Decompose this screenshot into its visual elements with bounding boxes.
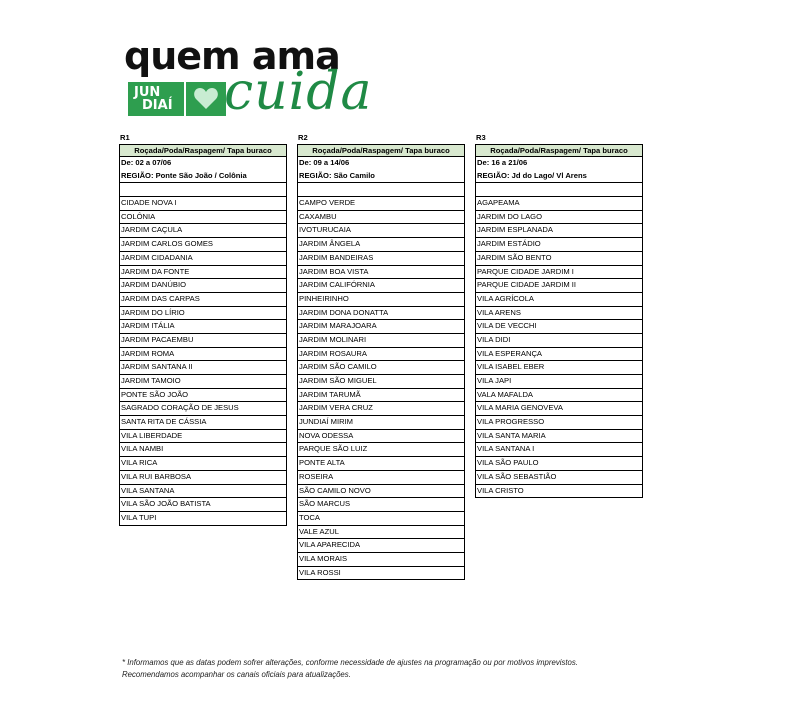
neighborhood-item: VALE AZUL [298,526,464,540]
neighborhood-item: SÃO MARCUS [298,498,464,512]
neighborhood-item: JARDIM MOLINARI [298,334,464,348]
neighborhood-item: COLÔNIA [120,211,286,225]
logo-line1: quem ama [124,34,340,78]
dates-row: De: 16 a 21/06 [477,158,528,167]
region-row: REGIÃO: São Camilo [298,170,464,184]
neighborhood-item: VILA DIDI [476,334,642,348]
schedule-table [119,144,287,526]
neighborhood-item: VILA JAPI [476,375,642,389]
neighborhood-item: JARDIM DONA DONATTA [298,307,464,321]
heart-icon [186,82,226,116]
neighborhood-item: AGAPEAMA [476,197,642,211]
badge-bottom: DIAÍ [142,98,173,113]
neighborhood-item: VILA TUPI [121,512,157,522]
neighborhood-item: SAGRADO CORAÇÃO DE JESUS [120,402,286,416]
neighborhood-item: JARDIM TARUMÃ [298,389,464,403]
logo [124,34,424,132]
neighborhood-item: VILA RICA [120,457,286,471]
neighborhood-item: JARDIM CIDADANIA [120,252,286,266]
schedule-table [297,144,465,580]
neighborhood-item: VILA SANTA MARIA [476,430,642,444]
neighborhood-item: JARDIM DAS CARPAS [120,293,286,307]
neighborhood-item: VILA APARECIDA [298,539,464,553]
blank-row [120,183,286,197]
neighborhood-item: JARDIM ITÁLIA [120,320,286,334]
service-header: Roçada/Poda/Raspagem/ Tapa buraco [476,144,642,157]
neighborhood-item: CAXAMBU [298,211,464,225]
neighborhood-item: VILA ROSSI [299,567,341,577]
neighborhood-item: CIDADE NOVA I [120,197,286,211]
neighborhood-item: VILA SANTANA [120,485,286,499]
region-r3 [475,132,643,498]
neighborhood-item: TOCA [298,512,464,526]
jundiai-badge [128,82,184,116]
neighborhood-item: VILA RUI BARBOSA [120,471,286,485]
neighborhood-item: JARDIM ÂNGELA [298,238,464,252]
region-row: REGIÃO: Jd do Lago/ Vl Arens [476,170,642,184]
neighborhood-item: JARDIM DO LAGO [476,211,642,225]
neighborhood-item: JARDIM TAMOIO [120,375,286,389]
region-row: REGIÃO: Ponte São João / Colônia [120,170,286,184]
neighborhood-item: VILA MARIA GENOVEVA [476,402,642,416]
neighborhood-item: PONTE ALTA [298,457,464,471]
neighborhood-item: VILA CRISTO [477,485,524,495]
neighborhood-item: VILA AGRÍCOLA [476,293,642,307]
neighborhood-item: NOVA ODESSA [298,430,464,444]
neighborhood-item: VILA MORAIS [298,553,464,567]
dates-row: De: 02 a 07/06 [121,158,172,167]
neighborhood-item: JUNDIAÍ MIRIM [298,416,464,430]
neighborhood-item: VILA SÃO SEBASTIÃO [476,471,642,485]
service-header: Roçada/Poda/Raspagem/ Tapa buraco [298,144,464,157]
neighborhood-item: JARDIM SÃO BENTO [476,252,642,266]
neighborhood-item: JARDIM BOA VISTA [298,266,464,280]
neighborhood-item: JARDIM CARLOS GOMES [120,238,286,252]
region-code: R2 [298,133,308,142]
neighborhood-item: VILA NAMBI [120,443,286,457]
region-r1 [119,132,287,526]
neighborhood-item: PONTE SÃO JOÃO [120,389,286,403]
footer-line1: * Informamos que as datas podem sofrer alterações, conforme necessidade de ajustes na programação ou por motivos imprevistos. [122,658,578,667]
region-code: R1 [120,133,130,142]
neighborhood-item: VILA DE VECCHI [476,320,642,334]
neighborhood-item: VILA SANTANA I [476,443,642,457]
neighborhood-item: PARQUE SÃO LUIZ [298,443,464,457]
neighborhood-item: VILA LIBERDADE [120,430,286,444]
neighborhood-item: PARQUE CIDADE JARDIM II [476,279,642,293]
neighborhood-item: VILA SÃO JOÃO BATISTA [120,498,286,512]
neighborhood-item: JARDIM PACAEMBU [120,334,286,348]
neighborhood-item: VILA PROGRESSO [476,416,642,430]
badge-top: JUN [134,85,161,100]
neighborhood-item: JARDIM SÃO CAMILO [298,361,464,375]
neighborhood-item: JARDIM DA FONTE [120,266,286,280]
neighborhood-item: JARDIM SÃO MIGUEL [298,375,464,389]
neighborhood-item: VILA SÃO PAULO [476,457,642,471]
schedule-table [475,144,643,498]
neighborhood-item: CAMPO VERDE [298,197,464,211]
neighborhood-item: JARDIM BANDEIRAS [298,252,464,266]
neighborhood-item: JARDIM ROMA [120,348,286,362]
neighborhood-item: VILA ARENS [476,307,642,321]
neighborhood-item: JARDIM SANTANA II [120,361,286,375]
neighborhood-item: JARDIM MARAJOARA [298,320,464,334]
region-r2 [297,132,465,580]
neighborhood-item: SANTA RITA DE CÁSSIA [120,416,286,430]
neighborhood-item: JARDIM DANÚBIO [120,279,286,293]
neighborhood-item: VALA MAFALDA [476,389,642,403]
neighborhood-item: VILA ESPERANÇA [476,348,642,362]
neighborhood-item: JARDIM ESTÁDIO [476,238,642,252]
neighborhood-item: VILA ISABEL EBER [476,361,642,375]
neighborhood-item: JARDIM ESPLANADA [476,224,642,238]
neighborhood-item: JARDIM CAÇULA [120,224,286,238]
neighborhood-item: IVOTURUCAIA [298,224,464,238]
blank-row [476,183,642,197]
neighborhood-item: JARDIM CALIFÓRNIA [298,279,464,293]
neighborhood-item: JARDIM ROSAURA [298,348,464,362]
neighborhood-item: JARDIM DO LÍRIO [120,307,286,321]
neighborhood-item: PARQUE CIDADE JARDIM I [476,266,642,280]
logo-line2: cuida [224,62,373,122]
footer-note [122,657,578,681]
region-code: R3 [476,133,486,142]
blank-row [298,183,464,197]
footer-line2: Recomendamos acompanhar os canais oficiais para atualizações. [122,670,351,679]
dates-row: De: 09 a 14/06 [299,158,350,167]
neighborhood-item: SÃO CAMILO NOVO [298,485,464,499]
neighborhood-item: ROSEIRA [298,471,464,485]
neighborhood-item: JARDIM VERA CRUZ [298,402,464,416]
neighborhood-item: PINHEIRINHO [298,293,464,307]
service-header: Roçada/Poda/Raspagem/ Tapa buraco [120,144,286,157]
